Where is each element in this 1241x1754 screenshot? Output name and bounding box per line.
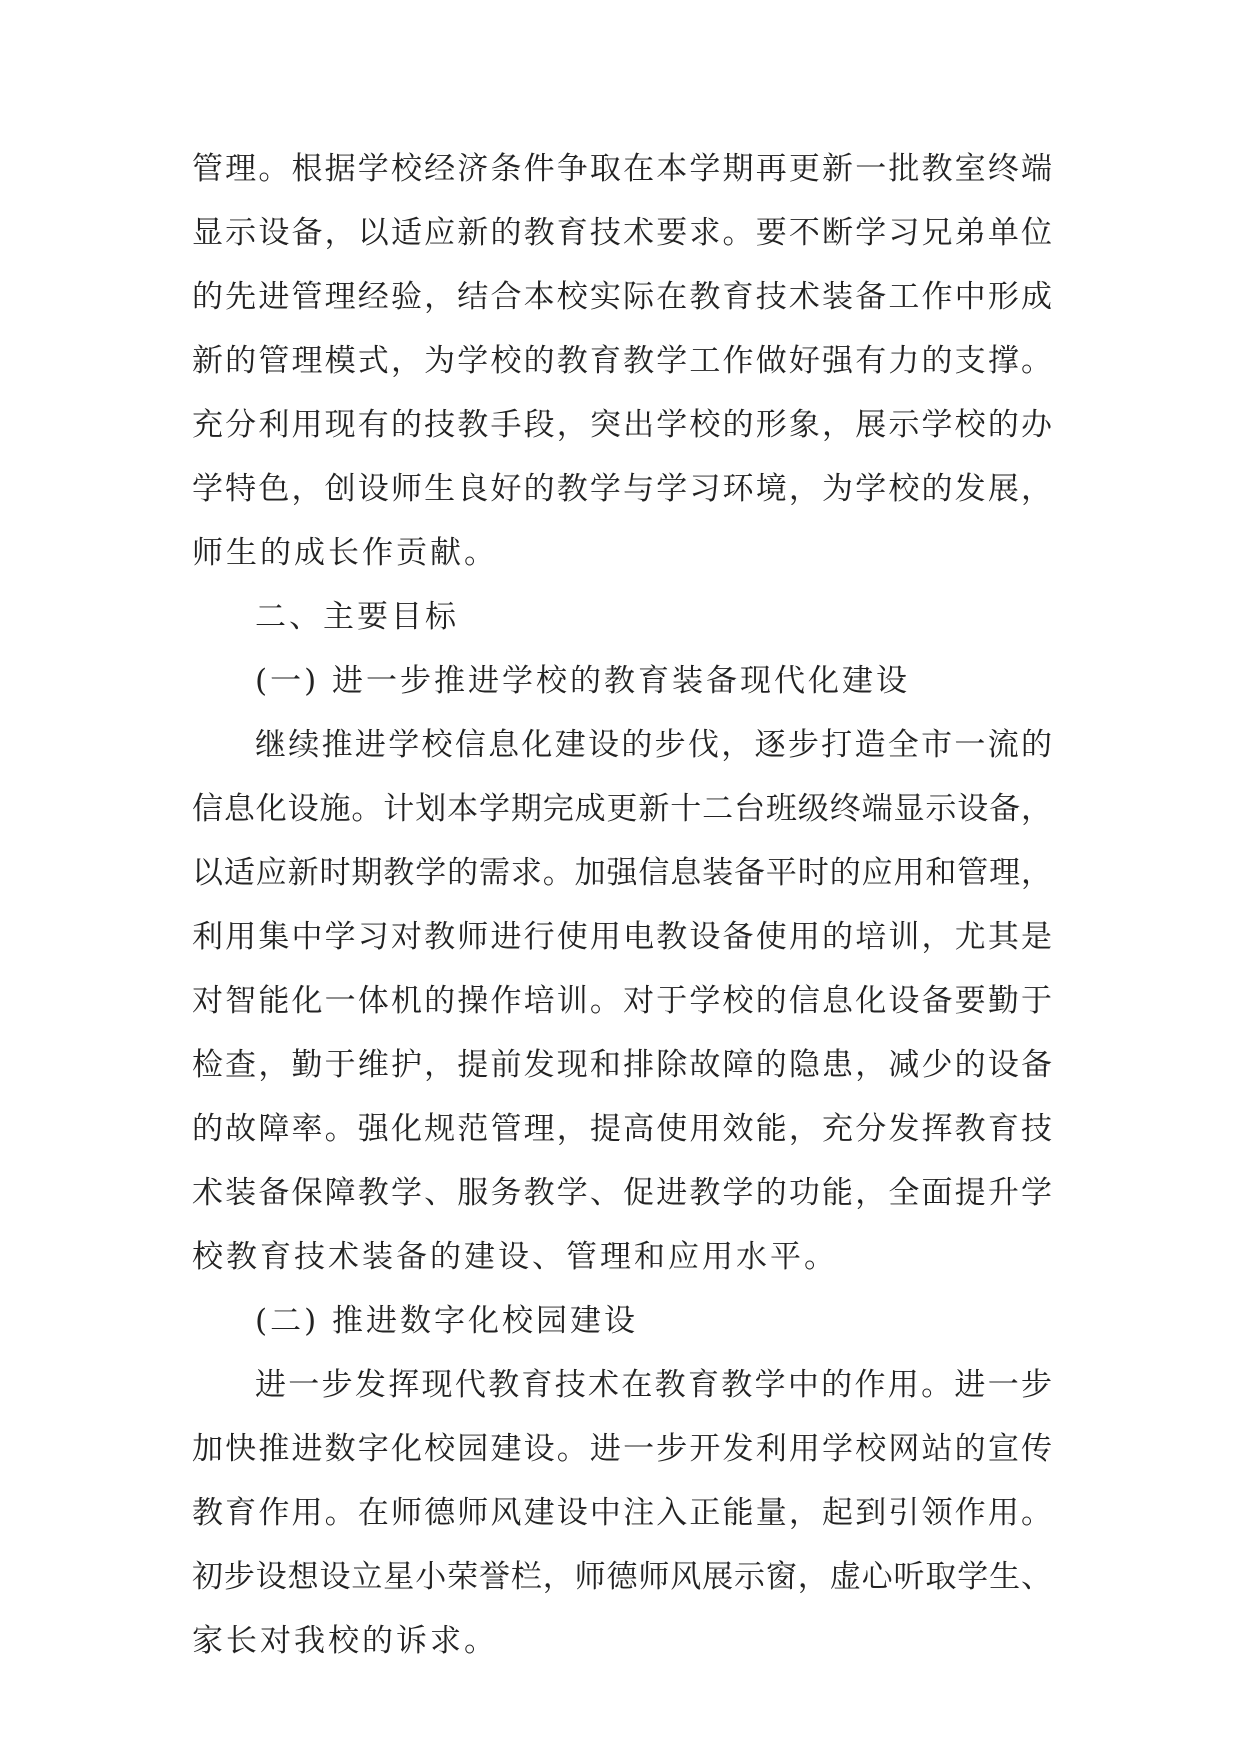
body-line: 检查，勤于维护，提前发现和排除故障的隐患，减少的设备 (192, 1047, 1052, 1083)
section-heading: 二、主要目标 (255, 599, 459, 635)
body-line: 信息化设施。计划本学期完成更新十二台班级终端显示设备， (192, 791, 1052, 827)
body-line: 以适应新时期教学的需求。加强信息装备平时的应用和管理， (192, 855, 1052, 891)
body-line: 管理。根据学校经济条件争取在本学期再更新一批教室终端 (192, 151, 1052, 187)
body-line: 充分利用现有的技教手段，突出学校的形象，展示学校的办 (192, 407, 1052, 443)
subsection-heading: (一) 进一步推进学校的教育装备现代化建设 (255, 663, 911, 699)
body-line: 进一步发挥现代教育技术在教育教学中的作用。进一步 (255, 1367, 1052, 1403)
body-line: 初步设想设立星小荣誉栏，师德师风展示窗，虚心听取学生、 (192, 1559, 1052, 1595)
body-line: 的故障率。强化规范管理，提高使用效能，充分发挥教育技 (192, 1111, 1052, 1147)
body-line: 校教育技术装备的建设、管理和应用水平。 (192, 1239, 838, 1275)
body-line: 新的管理模式，为学校的教育教学工作做好强有力的支撑。 (192, 343, 1052, 379)
body-line: 师生的成长作贡献。 (192, 535, 498, 571)
body-line: 教育作用。在师德师风建设中注入正能量，起到引领作用。 (192, 1495, 1052, 1531)
body-line: 继续推进学校信息化建设的步伐，逐步打造全市一流的 (255, 727, 1052, 763)
subsection-heading: (二) 推进数字化校园建设 (255, 1303, 639, 1339)
body-line: 学特色，创设师生良好的教学与学习环境，为学校的发展， (192, 471, 1052, 507)
body-line: 对智能化一体机的操作培训。对于学校的信息化设备要勤于 (192, 983, 1052, 1019)
body-line: 加快推进数字化校园建设。进一步开发利用学校网站的宣传 (192, 1431, 1052, 1467)
body-line: 利用集中学习对教师进行使用电教设备使用的培训，尤其是 (192, 919, 1052, 955)
body-line: 家长对我校的诉求。 (192, 1623, 498, 1659)
body-line: 显示设备，以适应新的教育技术要求。要不断学习兄弟单位 (192, 215, 1052, 251)
body-line: 的先进管理经验，结合本校实际在教育技术装备工作中形成 (192, 279, 1052, 315)
body-line: 术装备保障教学、服务教学、促进教学的功能，全面提升学 (192, 1175, 1052, 1211)
